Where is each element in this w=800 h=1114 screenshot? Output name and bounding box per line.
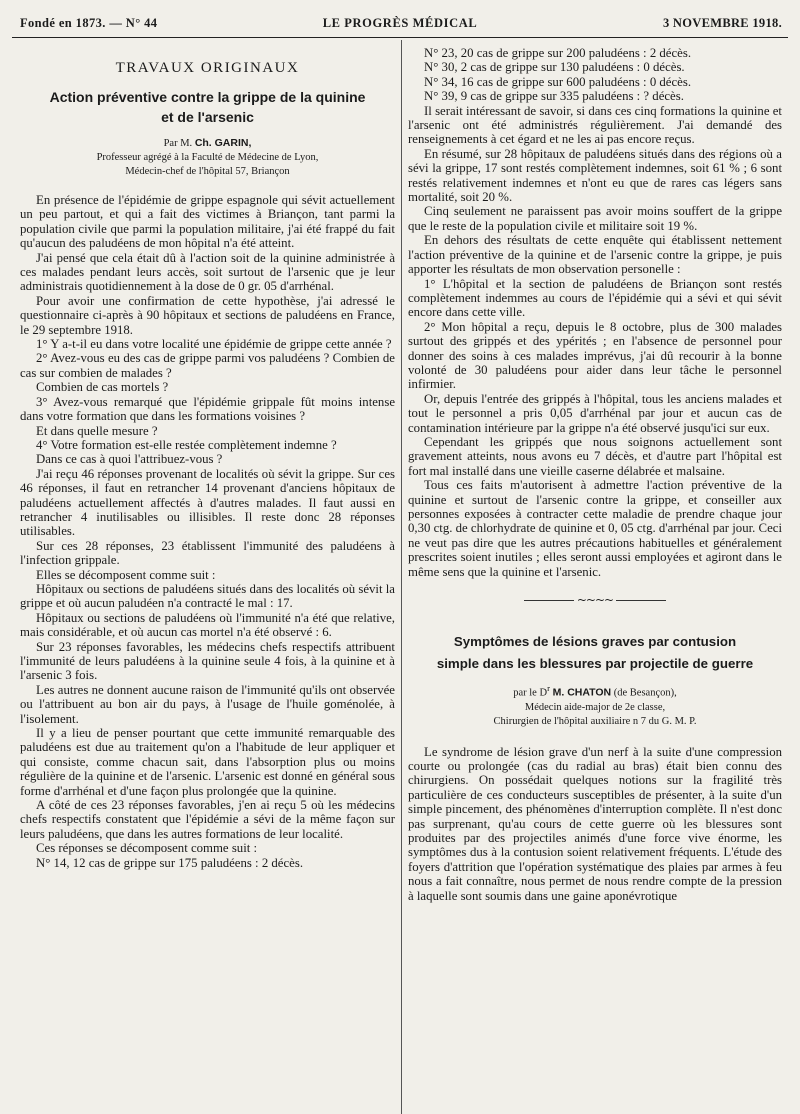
paragraph: A côté de ces 23 réponses favorables, j'en ai reçu 5 où les médecins chefs respectifs constatent que l'épidémie a sévi de la même façon sur leurs paludéens, que dans les autres formations de leur localité.	[20, 798, 395, 841]
paragraph: 1° L'hôpital et la section de paludéens de Briançon sont restés complètement indemmes au cours de l'épidémie qui a sévi et qui sévit encore dans cette ville.	[408, 276, 782, 320]
section-title: TRAVAUX ORIGINAUX	[115, 60, 300, 76]
paragraph: 1° Y a-t-il eu dans votre localité une épidémie de grippe cette année ?	[36, 337, 392, 352]
paragraph: N° 34, 16 cas de grippe sur 600 paludéens : 0 décès.	[424, 74, 692, 89]
paragraph: N° 39, 9 cas de grippe sur 335 paludéens : ? décès.	[424, 89, 684, 104]
header-founded: Fondé en 1873. — N° 44	[20, 16, 158, 30]
article2-byline	[408, 683, 782, 699]
section-ornament: ~~~~	[408, 593, 782, 607]
page-header	[14, 12, 786, 38]
paragraph: Cependant les grippés que nous soignons actuellement sont gravement atteints, nous avons eu 7 décès, et d'autre part l'hôpital est fort mal installé dans une vieille caserne délabrée et malsaine.	[408, 434, 782, 478]
paragraph: Ces réponses se décomposent comme suit :	[36, 841, 258, 856]
paragraph: Les autres ne donnent aucune raison de l'immunité qu'ils ont observée ou l'attribuent au bon air du pays, à l'usage de l'huile goménolée, à l'isolement.	[20, 682, 395, 726]
paragraph: Il y a lieu de penser pourtant que cette immunité remarquable des paludéens est due au traitement qu'on a l'habitude de leur appliquer et qui consiste, comme chacun sait, dans l'absorption plus ou moins régulière de la quinine et de l'arsenic. L'arsenic est donné en général sous forme d'arrhénal et d'une façon plus prolongée que la quinine.	[20, 726, 395, 798]
paragraph: Combien de cas mortels ?	[36, 380, 169, 395]
paragraph: 4° Votre formation est-elle restée complètement indemne ?	[36, 437, 337, 452]
header-date: 3 NOVEMBRE 1918.	[662, 16, 782, 30]
paragraph: J'ai pensé que cela était dû à l'action soit de la quinine administrée à ces malades pendant leurs accès, soit surtout de l'arsenic que je leur administrais quotidiennement à la dose de 0 gr. 05 d'arrhénal.	[20, 250, 395, 294]
article-body-right	[408, 46, 782, 579]
paragraph: 2° Mon hôpital a reçu, depuis le 8 octobre, plus de 300 malades surtout des grippés et des ypérités ; en l'absence de personnel pour donner des soins à ces malades imprévus, j'ai dû recourir à la bonne volonté de 30 paludéens pour aider dans leur tâche le personnel infirmier.	[408, 319, 782, 392]
affiliation-line2: Médecin-chef de l'hôpital 57, Briançon	[125, 166, 290, 177]
paragraph: Cinq seulement ne paraissent pas avoir moins souffert de la grippe que le reste de la population civile et militaire soit 19 %.	[408, 204, 782, 233]
header-journal-title: LE PROGRÈS MÉDICAL	[322, 16, 478, 30]
byline	[20, 137, 395, 149]
paragraph: En dehors des résultats de cette enquête qui établissent nettement l'action préventive de la quinine et de l'arsenic contre la grippe, je puis apporter les résultats de mon observation personelle :	[408, 233, 782, 277]
affiliation	[20, 151, 395, 179]
affiliation2-line2: Chirurgien de l'hôpital auxiliaire n 7 du G. M. P.	[493, 715, 697, 727]
article2-paragraph: Le syndrome de lésion grave d'un nerf à la suite d'une compression courte ou prolongée (cas du radial au bras) était bien connu des chirurgiens. On possédait quelques notions sur la fragilité très particulière de ces conducteurs susceptibles de présenter, à la suite d'un simple pincement, des phénomènes d'interruption complète. Il n'est donc pas surprenant, qu'au cours de cette guerre où les blessures sont produites par des projectiles animés d'une force vive énorme, les symptômes dus à la contusion soient relativement fréquents. L'étude des foyers d'attrition que l'opération systématique des plaies par armes à feu nous a fait connaître, nous permet de nous rendre compte de la pression à laquelle sont soumis dans une gaine aponévrotique	[408, 744, 782, 903]
article-title	[24, 87, 391, 127]
paragraph: Pour avoir une confirmation de cette hypothèse, j'ai adressé le questionnaire ci-après à 90 hôpitaux et sections de paludéens en France, le 29 septembre 1918.	[20, 293, 395, 337]
paragraph: En résumé, sur 28 hôpitaux de paludéens situés dans des régions où a sévi la grippe, 17 sont restés complètement indemnes, soit 61 % ; 6 sont restés relativement indemnes et n'ont eu que de rares cas légers sans mortalité, soit 20 %.	[408, 146, 782, 205]
left-column	[20, 46, 395, 1114]
article2-title-line2: simple dans les blessures par projectile de guerre	[436, 656, 754, 672]
paragraph: Hôpitaux ou sections de paludéens où l'immunité n'a été que relative, mais considérable, et où aucun cas mortel n'a été observé : 6.	[20, 610, 395, 640]
affiliation2-line1: Médecin aide-major de 2e classe,	[524, 701, 666, 713]
paragraph: Hôpitaux ou sections de paludéens situés dans des localités où sévit la grippe et où aucun paludéen n'a contracté le mal : 17.	[20, 581, 395, 611]
article-body-left	[20, 193, 395, 870]
paragraph: En présence de l'épidémie de grippe espagnole qui sévit actuellement un peu partout, et qui a fait des victimes à Briançon, tant parmi la population civile que parmi la population militaire, j'ai été frappé du fait qu'aucun des paludéens de mon hôpital n'a été atteint.	[20, 193, 395, 251]
paragraph: 2° Avez-vous eu des cas de grippe parmi vos paludéens ? Combien de cas sur combien de malades ?	[20, 351, 395, 380]
article2-affiliation	[408, 701, 782, 729]
byline-prefix: Par M.	[163, 138, 193, 149]
paragraph: N° 30, 2 cas de grippe sur 130 paludéens : 0 décès.	[424, 60, 685, 75]
column-divider	[401, 40, 402, 1114]
article-title-line1: Action préventive contre la grippe de la quinine	[49, 89, 366, 105]
byline2-author: M. CHATON	[552, 686, 612, 699]
header-rule	[12, 37, 788, 38]
paragraph: J'ai reçu 46 réponses provenant de localités où sévit la grippe. Sur ces 46 réponses, il faut en retrancher 14 provenant d'anciens hôpitaux de paludéens actuellement affectés à d'autres malades. Il faut aussi en retrancher 4 inutilisables ou illisibles. Il reste donc 28 réponses utilisables.	[20, 466, 395, 539]
right-column	[408, 46, 782, 1114]
paragraph: Dans ce cas à quoi l'attribuez-vous ?	[36, 452, 223, 467]
article2-body	[408, 745, 782, 903]
affiliation-line1: Professeur agrégé à la Faculté de Médecine de Lyon,	[96, 152, 319, 163]
byline2-prefix: par le D	[513, 687, 548, 699]
paragraph: Elles se décomposent comme suit :	[36, 567, 216, 582]
article2-title	[408, 631, 782, 675]
paragraph: Et dans quelle mesure ?	[36, 423, 158, 438]
byline2-suffix: (de Besançon),	[613, 687, 677, 699]
article-title-line2: et de l'arsenic	[161, 109, 254, 125]
paragraph: N° 14, 12 cas de grippe sur 175 paludéens : 2 décès.	[36, 855, 304, 870]
paragraph: Or, depuis l'entrée des grippés à l'hôpital, tous les anciens malades et tout le personnel a pris 0,05 d'arrhénal par jour et aucun cas de contamination intérieure par la grippe n'a été observé jusqu'ici sur eux.	[408, 391, 782, 435]
paragraph: Sur ces 28 réponses, 23 établissent l'immunité des paludéens à l'infection grippale.	[20, 538, 395, 568]
article2-title-line1: Symptômes de lésions graves par contusion	[453, 634, 737, 650]
byline-author: Ch. GARIN,	[194, 137, 252, 149]
byline2-sup: r	[547, 683, 550, 694]
paragraph: 3° Avez-vous remarqué que l'épidémie grippale fût moins intense dans votre formation que dans les formations voisines ?	[20, 394, 395, 424]
paragraph: Tous ces faits m'autorisent à admettre l'action préventive de la quinine et surtout de l'arsenic contre la grippe, et conseiller aux personnes exposées à contracter cette maladie de prendre chaque jour 0,30 ctg. de chlorhydrate de quinine et 0, 05 ctg. d'arrhénal par jour. Ceci ne veut pas dire que les autres précautions habituelles et généralement prescrites soient inutiles ; elles seront aussi employées et agiront dans le même sens que la quinine et l'arsenic.	[408, 478, 782, 579]
paragraph: N° 23, 20 cas de grippe sur 200 paludéens : 2 décès.	[424, 46, 692, 60]
paragraph: Il serait intéressant de savoir, si dans ces cinq formations la quinine et l'arsenic ont été administrés régulièrement. J'ai demandé des renseignements à cet égard et ne les ai pas encore reçus.	[408, 103, 782, 147]
paragraph: Sur 23 réponses favorables, les médecins chefs respectifs attribuent l'immunité de leurs paludéens à la quinine seule 4 fois, à la quinine et à l'arsenic 3 fois.	[20, 639, 395, 683]
